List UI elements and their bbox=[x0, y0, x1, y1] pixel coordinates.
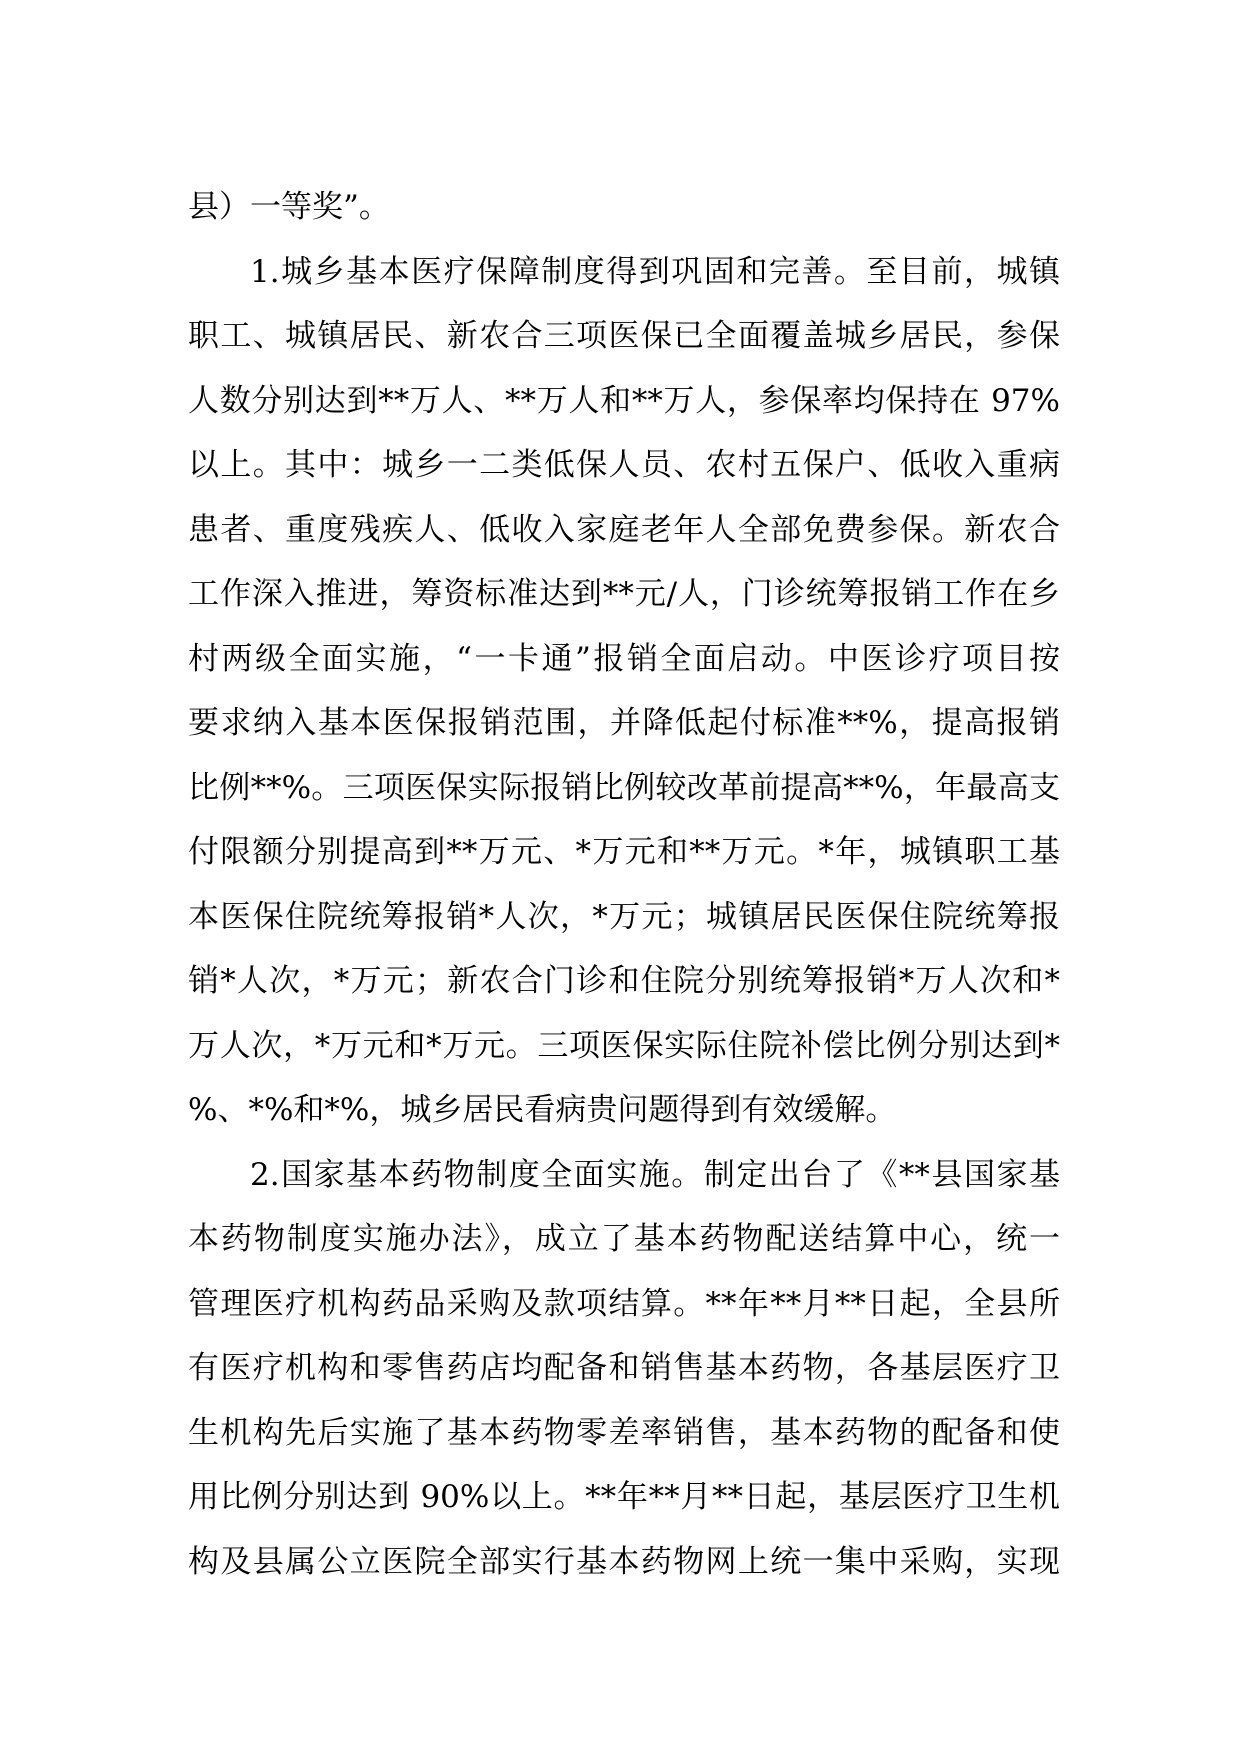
document-page bbox=[188, 175, 1060, 1594]
text-line: 2.国家基本药物制度全面实施。制定出台了《**县国家基 bbox=[250, 1156, 1060, 1193]
text-line: 要求纳入基本医保报销范围，并降低起付标准**%，提高报销 bbox=[188, 705, 1060, 741]
text-line: 县）一等奖”。 bbox=[188, 189, 390, 225]
text-line: 销*人次，*万元；新农合门诊和住院分别统筹报销*万人次和* bbox=[188, 963, 1060, 999]
paragraph-1-health-insurance bbox=[188, 240, 1060, 1143]
text-line: 人数分别达到**万人、**万人和**万人，参保率均保持在 97% bbox=[188, 382, 1060, 419]
text-line: 构及县属公立医院全部实行基本药物网上统一集中采购，实现 bbox=[188, 1543, 1060, 1580]
text-line: %、*%和*%，城乡居民看病贵问题得到有效缓解。 bbox=[188, 1092, 897, 1128]
paragraph-0 bbox=[188, 175, 1060, 240]
paragraph-2-essential-drugs bbox=[188, 1143, 1060, 1595]
text-line: 比例**%。三项医保实际报销比例较改革前提高**%，年最高支 bbox=[188, 769, 1060, 806]
text-line: 万人次，*万元和*万元。三项医保实际住院补偿比例分别达到* bbox=[188, 1027, 1060, 1064]
text-line: 以上。其中：城乡一二类低保人员、农村五保户、低收入重病 bbox=[188, 447, 1060, 483]
text-line: 工作深入推进，筹资标准达到**元/人，门诊统筹报销工作在乡 bbox=[188, 576, 1060, 612]
text-line: 有医疗机构和零售药店均配备和销售基本药物，各基层医疗卫 bbox=[188, 1350, 1060, 1386]
text-line: 付限额分别提高到**万元、*万元和**万元。*年，城镇职工基 bbox=[188, 834, 1060, 870]
text-line: 管理医疗机构药品采购及款项结算。**年**月**日起，全县所 bbox=[188, 1285, 1060, 1322]
text-line: 本医保住院统筹报销*人次，*万元；城镇居民医保住院统筹报 bbox=[188, 898, 1060, 935]
text-line: 职工、城镇居民、新农合三项医保已全面覆盖城乡居民，参保 bbox=[188, 318, 1060, 354]
text-line: 用比例分别达到 90%以上。**年**月**日起，基层医疗卫生机 bbox=[188, 1479, 1060, 1515]
text-line: 1.城乡基本医疗保障制度得到巩固和完善。至目前，城镇 bbox=[250, 253, 1060, 290]
text-line: 本药物制度实施办法》，成立了基本药物配送结算中心，统一 bbox=[188, 1221, 1060, 1257]
text-line: 患者、重度残疾人、低收入家庭老年人全部免费参保。新农合 bbox=[188, 511, 1060, 548]
text-line: 村两级全面实施，“一卡通”报销全面启动。中医诊疗项目按 bbox=[188, 640, 1060, 677]
text-line: 生机构先后实施了基本药物零差率销售，基本药物的配备和使 bbox=[188, 1414, 1060, 1451]
